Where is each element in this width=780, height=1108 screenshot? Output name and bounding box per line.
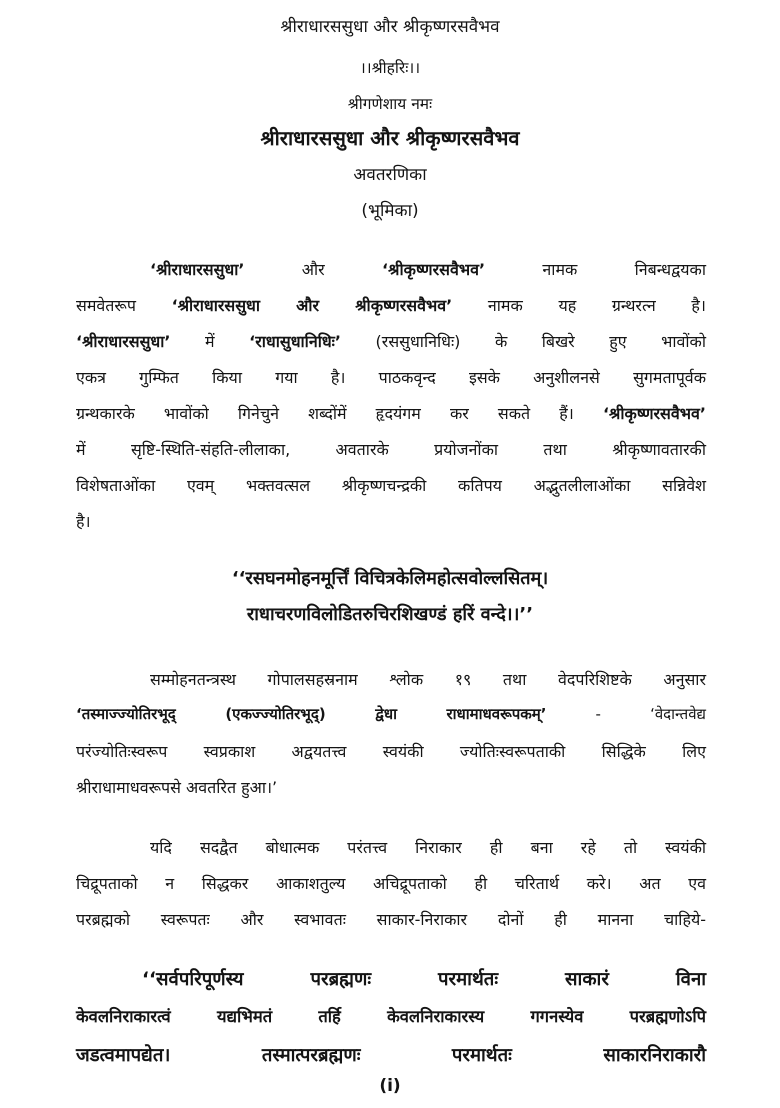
verse1-line2: राधाचरणविलोडितरुचिरशिखण्डं हरिं वन्दे।।’’ <box>246 604 534 625</box>
salutation: श्रीगणेशाय नमः <box>347 95 433 113</box>
verse2-line3: जडत्वमापद्येत। तस्मात्परब्रह्मणः परमार्थतः साकारनिराकारौ <box>76 1045 706 1066</box>
verse2-line1: ‘‘सर्वपरिपूर्णस्य परब्रह्मणः परमार्थतः साकारं विना <box>142 969 706 990</box>
para2-line1: सम्मोहनतन्त्रस्थ गोपालसहस्रनाम श्लोक १९ तथा वेदपरिशिष्टके अनुसार <box>150 670 706 689</box>
para1-line7: विशेषताओंका एवम् भक्तवत्सल श्रीकृष्णचन्द्रकी कतिपय अद्भुतलीलाओंका सन्निवेश <box>76 476 706 495</box>
para2-line3: परंज्योतिःस्वरूप स्वप्रकाश अद्वयतत्त्व स्वयंकी ज्योतिःस्वरूपताकी सिद्धिके लिए <box>76 742 706 761</box>
para2-line4: श्रीराधामाधवरूपसे अवतरित हुआ।’ <box>76 778 278 797</box>
para1-line5: ग्रन्थकारके भावोंको गिनेचुने शब्दोंमें हृदयंगम कर सकते हैं। ‘श्रीकृष्णरसवैभव’ <box>76 404 706 423</box>
para3-line2: चिद्रूपताको न सिद्धकर आकाशतुल्य अचिद्रूपताको ही चरितार्थ करे। अत एव <box>76 874 706 893</box>
para3-line3: परब्रह्मको स्वरूपतः और स्वभावतः साकार-निराकार दोनों ही मानना चाहिये- <box>76 910 706 929</box>
para1-line2: समवेतरूप ‘श्रीराधारससुधा और श्रीकृष्णरसवैभव’ नामक यह ग्रन्थरत्न है। <box>76 296 706 315</box>
para1-line3: ‘श्रीराधारससुधा’ में ‘राधासुधानिधिः’ (रससुधानिधिः) के बिखरे हुए भावोंको <box>76 332 706 351</box>
invocation: ।।श्रीहरिः।। <box>359 59 421 77</box>
para1-line1: ‘श्रीराधारससुधा’ और ‘श्रीकृष्णरसवैभव’ नामक निबन्धद्वयका <box>150 260 706 279</box>
para3-line1: यदि सदद्वैत बोधात्मक परंतत्त्व निराकार ही बना रहे तो स्वयंकी <box>150 838 706 857</box>
subsection-heading: (भूमिका) <box>361 201 419 221</box>
page-number: (i) <box>379 1076 401 1096</box>
verse1-line1: ‘‘रसघनमोहनमूर्त्तिं विचित्रकेलिमहोत्सवोल्लसितम्। <box>231 568 549 589</box>
para1-line6: में सृष्टि-स्थिति-संहति-लीलाका, अवतारके प्रयोजनोंका तथा श्रीकृष्णावतारकी <box>76 440 706 459</box>
para2-line2: ‘तस्माज्ज्योतिरभूद् (एकज्ज्योतिरभूद्) द्वेधा राधामाधवरूपकम्’ - ‘वेदान्तवेद्य <box>76 705 706 723</box>
page-title: श्रीराधारससुधा और श्रीकृष्णरसवैभव <box>260 126 520 150</box>
para1-line4: एकत्र गुम्फित किया गया है। पाठकवृन्द इसके अनुशीलनसे सुगमतापूर्वक <box>76 368 706 387</box>
verse2-line2: केवलनिराकारत्वं यद्यभिमतं तर्हि केवलनिराकारस्य गगनस्येव परब्रह्मणोऽपि <box>76 1007 706 1026</box>
running-title: श्रीराधारससुधा और श्रीकृष्णरसवैभव <box>280 17 500 37</box>
section-heading: अवतरणिका <box>353 165 427 185</box>
para1-line8: है। <box>76 512 91 531</box>
